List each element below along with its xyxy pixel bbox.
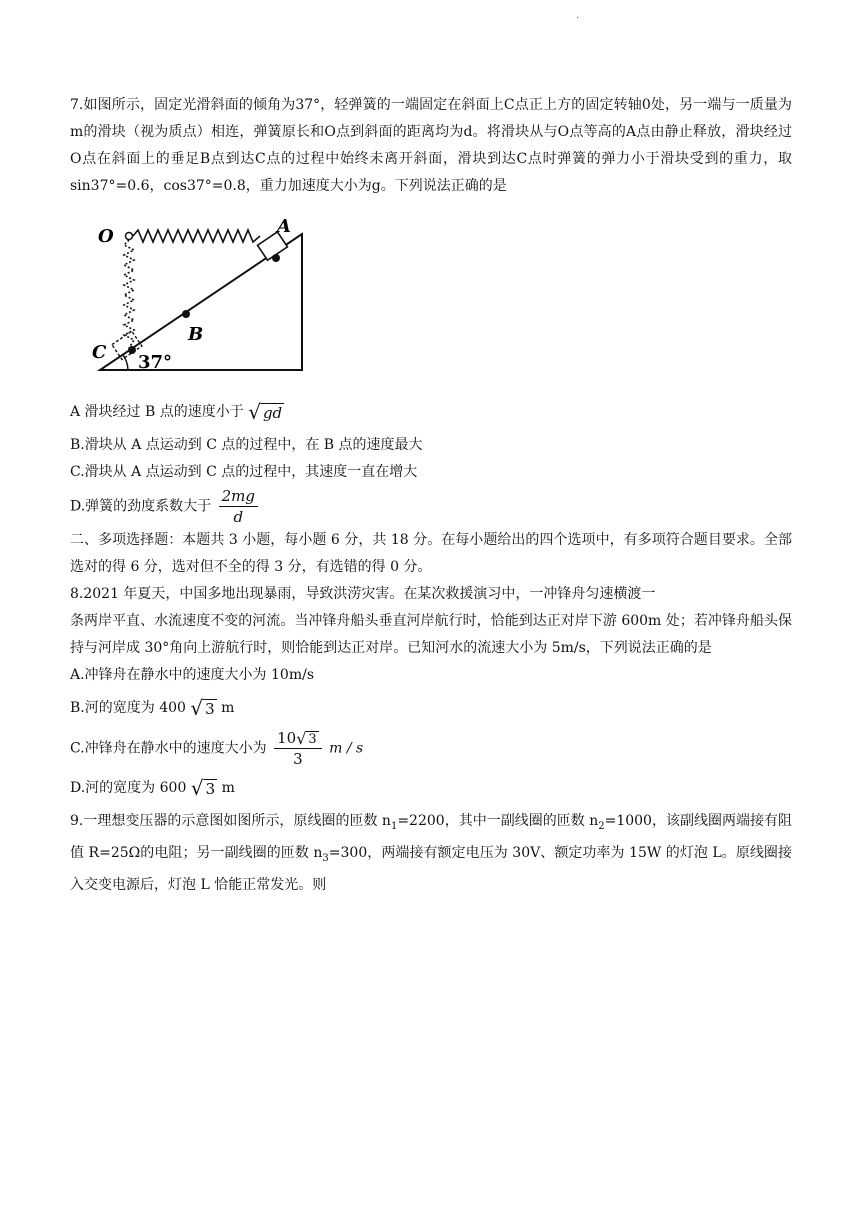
header-dot: . — [576, 10, 580, 21]
label-o: O — [98, 226, 114, 247]
exam-page — [70, 92, 792, 899]
q7-stem: 7.如图所示，固定光滑斜面的倾角为37°，轻弹簧的一端固定在斜面上C点正上方的固定转轴0处，另一端与一质量为m的滑块（视为质点）相连，弹簧原长和O点到斜面的距离均为d。将滑块从与O点等高的A点由静止释放，滑块经过O点在斜面上的垂足B点到达C点的过程中始终未离开斜面，滑块到达C点时弹簧的弹力小于滑块受到的重力，取sin37°=0.6，cos37°=0.8，重力加速度大小为g。下列说法正确的是 — [70, 97, 792, 194]
point-c-dot — [128, 346, 136, 354]
q9-part4: =300，两端接有额定电压为 30V、额定功率为 15W 的灯泡 L。原线圈接入交变电源后，灯泡 L 恰能正常发光。则 — [70, 844, 792, 893]
q9-sub3: 3 — [322, 852, 329, 864]
q7-option-d — [70, 486, 792, 527]
sqrt-3-b: √ 3 — [190, 696, 215, 720]
point-a-dot — [272, 254, 280, 262]
sqrt-gd-radicand: gd — [262, 404, 283, 422]
label-c: C — [92, 342, 107, 363]
sqrt-3-c: √ 3 — [296, 729, 317, 748]
q9-stem — [70, 808, 792, 899]
sqrt-3-c-radicand: 3 — [308, 732, 317, 747]
q7-option-a — [70, 399, 792, 426]
sqrt-3-d-radicand: 3 — [205, 780, 216, 798]
q8-option-b-text: B.河的宽度为 400 — [70, 700, 186, 716]
q7-figure — [70, 208, 330, 393]
q8-option-c-text: C.冲锋舟在静水中的速度大小为 — [70, 740, 267, 757]
q8-option-c-unit: m / s — [329, 740, 364, 757]
section-2-heading: 二、多项选择题：本题共 3 小题，每小题 6 分，共 18 分。在每小题给出的四个选项中，有多项符合题目要求。全部选对的得 6 分，选对但不全的得 3 分，有选错的得 0 分。 — [70, 532, 792, 575]
numerator-coefficient: 10 — [277, 729, 297, 747]
q8-option-d-unit: m — [221, 780, 235, 796]
fraction-denominator-c: 3 — [293, 750, 303, 768]
q8-option-b-unit: m — [221, 700, 235, 716]
q9-sub1: 1 — [390, 820, 398, 832]
q9-sub2: 2 — [598, 820, 605, 832]
vertical-spring-dashed — [124, 240, 134, 348]
q7-option-a-text: A 滑块经过 B 点的速度小于 — [70, 404, 244, 420]
q8-option-d — [70, 775, 792, 802]
fraction-2mg-d — [219, 486, 258, 527]
pivot-o — [126, 233, 133, 240]
sqrt-3-b-radicand: 3 — [205, 700, 215, 718]
label-a: A — [277, 216, 291, 237]
q9-part2: =2200，其中一副线圈的匝数 n — [397, 813, 599, 829]
q9-part1: 9.一理想变压器的示意图如图所示，原线圈的匝数 n — [70, 813, 391, 829]
q9-part3: =1000，该副线圈两端接有阻值 R=25Ω的电阻；另一副线圈的匝数 n — [70, 813, 793, 861]
sqrt-3-d: √ 3 — [190, 776, 216, 800]
horizontal-spring — [133, 230, 260, 242]
sqrt-gd: √ gd — [248, 400, 283, 424]
q8-option-b — [70, 695, 792, 722]
fraction-numerator-c — [274, 728, 322, 749]
fraction-numerator: 2mg — [219, 486, 258, 507]
label-b: B — [188, 324, 204, 345]
q8-option-d-text: D.河的宽度为 600 — [70, 780, 187, 796]
label-angle: 37° — [138, 352, 173, 373]
q8-option-a: A.冲锋舟在静水中的速度大小为 10m/s — [70, 667, 315, 683]
q8-option-c — [70, 728, 792, 769]
point-b-dot — [182, 310, 190, 318]
fraction-10sqrt3-3 — [274, 728, 322, 769]
incline-spring-diagram — [70, 208, 330, 393]
q7-option-d-text: D.弹簧的劲度系数大于 — [70, 498, 212, 515]
q8-line1: 8.2021 年夏天，中国多地出现暴雨，导致洪涝灾害。在某次救援演习中，一冲锋舟匀速横渡一 — [70, 586, 656, 602]
q7-option-b: B.滑块从 A 点运动到 C 点的过程中，在 B 点的速度最大 — [70, 437, 423, 453]
fraction-denominator: d — [233, 508, 244, 526]
q8-line2: 条两岸平直、水流速度不变的河流。当冲锋舟船头垂直河岸航行时，恰能到达正对岸下游 600m 处；若冲锋舟船头保持与河岸成 30°角向上游航行时，则恰能到达正对岸。已知河水的流速大小为 5m/s，下列说法正确的是 — [70, 613, 792, 656]
q7-option-c: C.滑块从 A 点运动到 C 点的过程中，其速度一直在增大 — [70, 464, 418, 480]
